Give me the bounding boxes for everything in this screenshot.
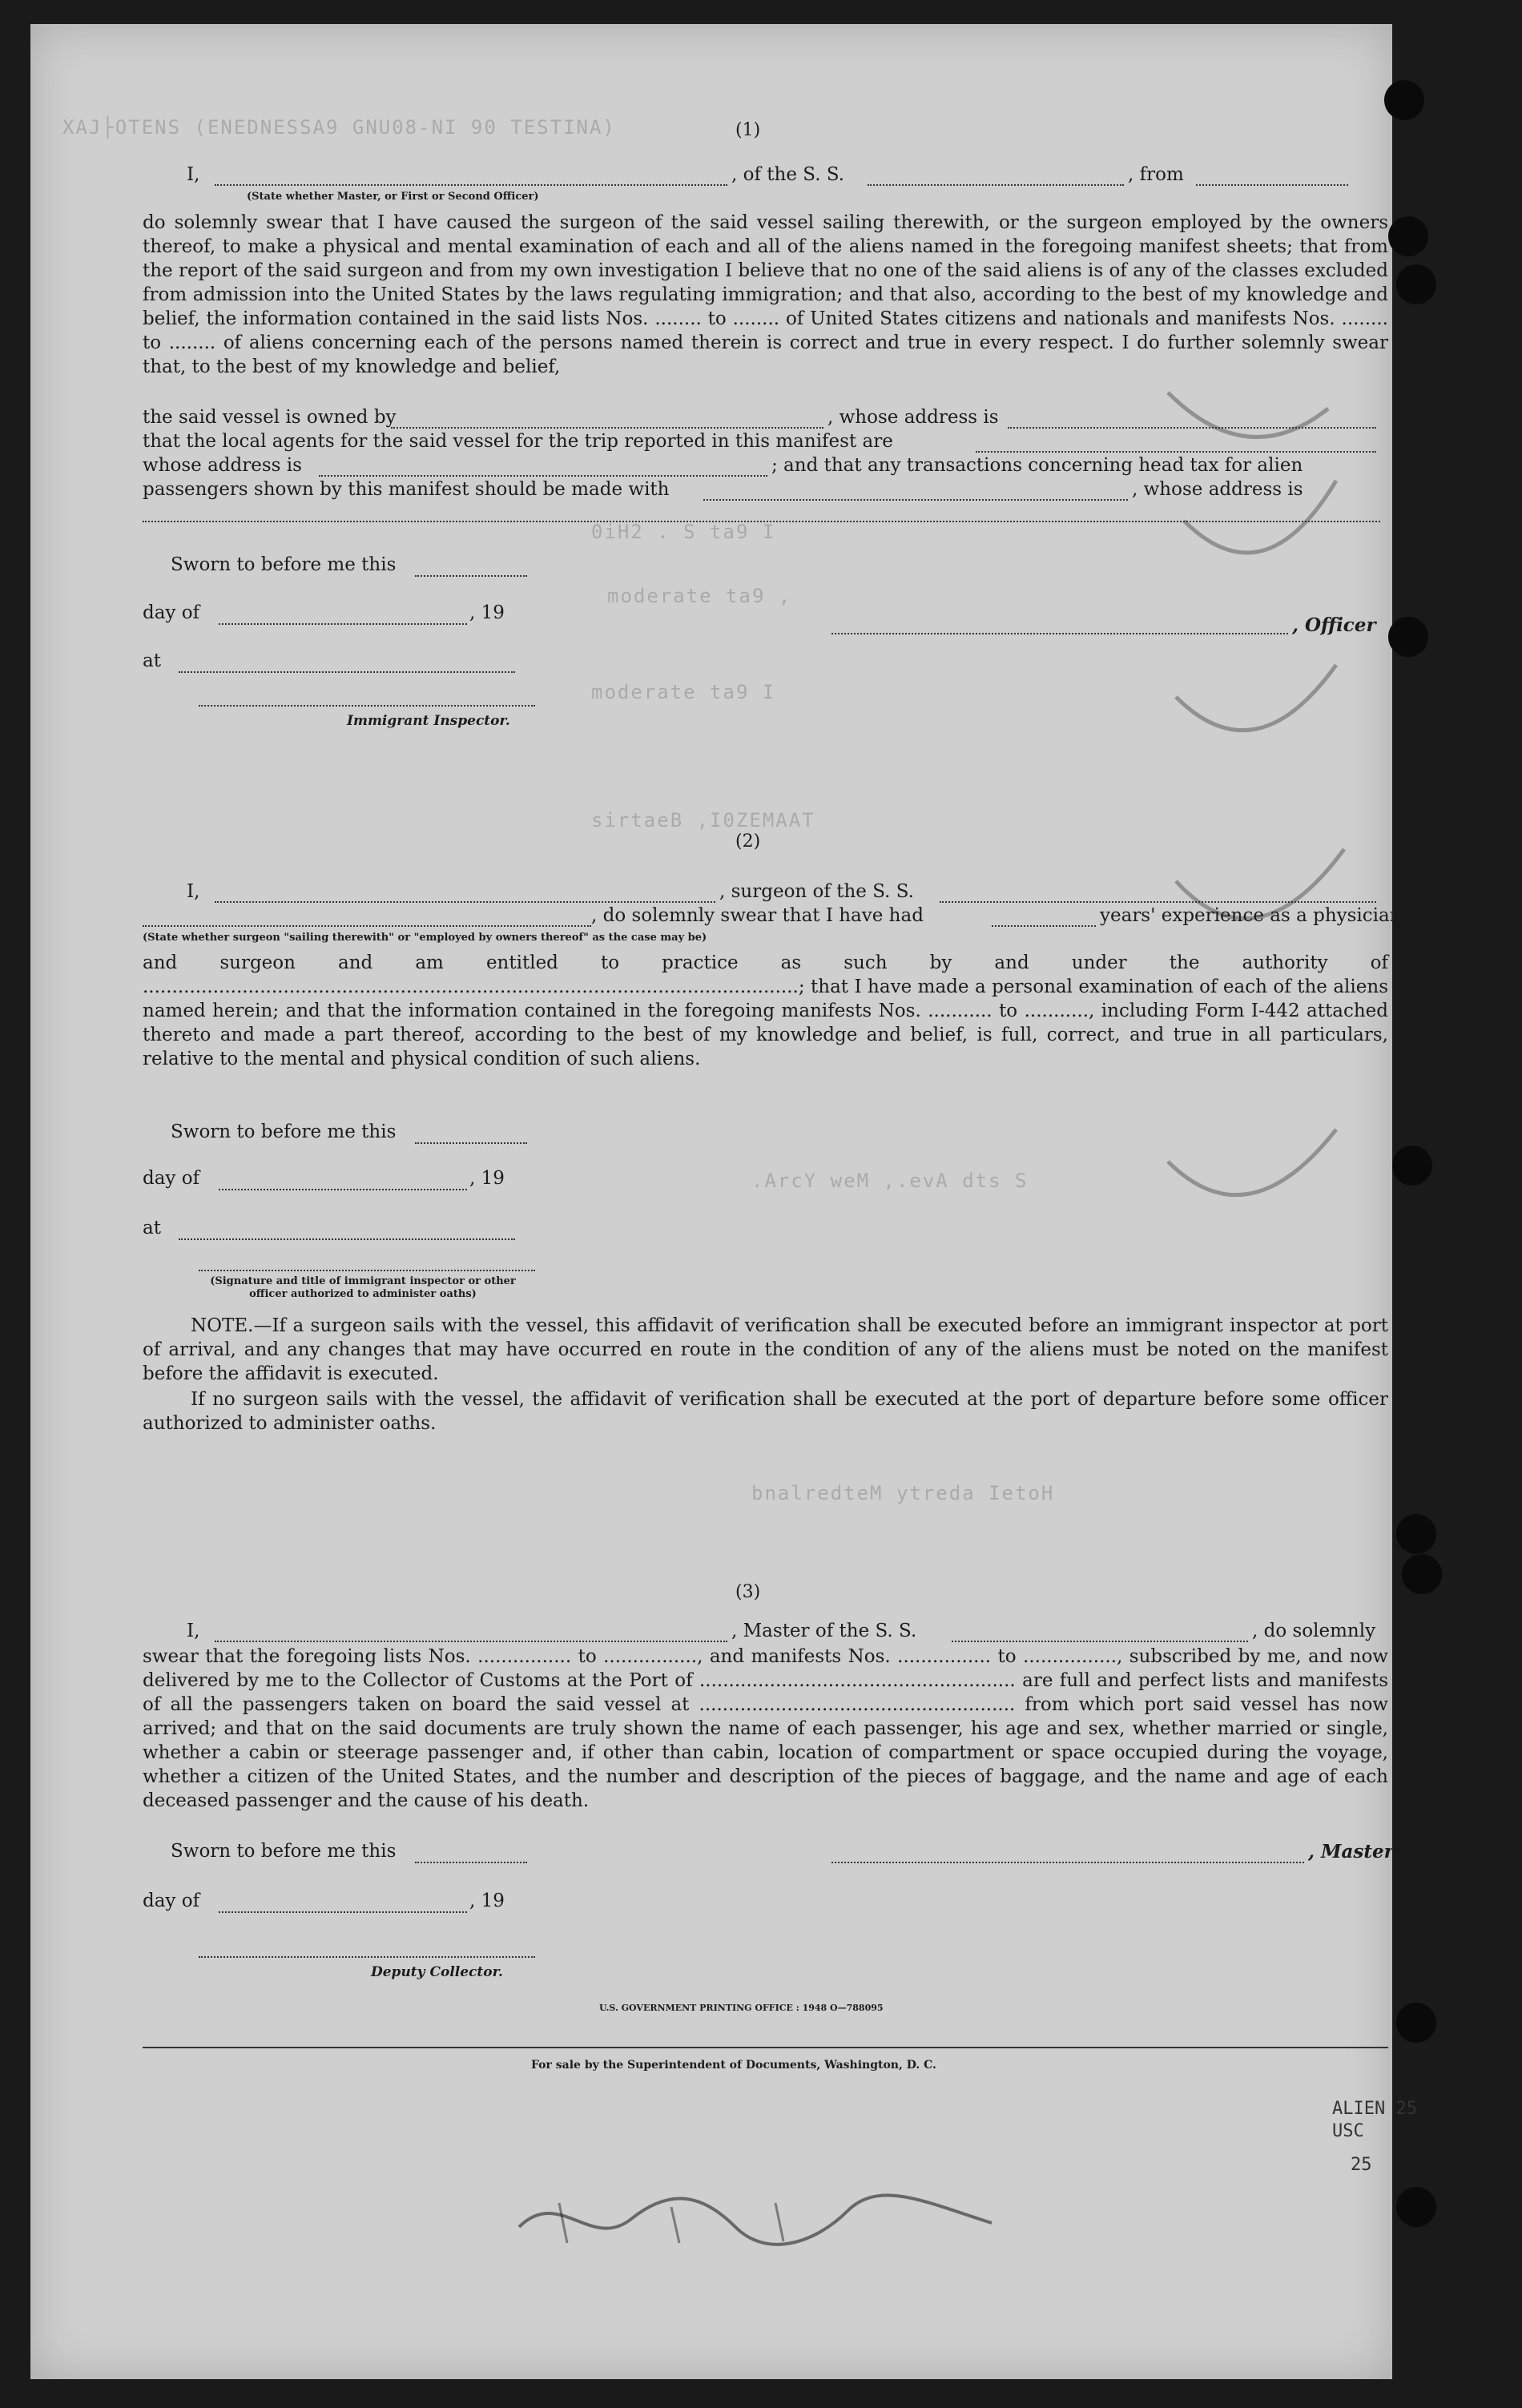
year-label-3: , 19 bbox=[469, 1891, 505, 1911]
bleed-through-text: .ArcY weM ,.evA dts S bbox=[751, 1170, 1029, 1192]
punch-hole bbox=[1396, 2187, 1436, 2227]
head-tax-label: ; and that any transactions concerning head tax for alien bbox=[771, 455, 1303, 476]
punch-hole bbox=[1388, 216, 1428, 256]
day-of-line-3 bbox=[219, 1911, 467, 1913]
inspector-signature-line bbox=[199, 705, 535, 707]
sworn-label-1: Sworn to before me this bbox=[171, 554, 397, 575]
day-of-label-1: day of bbox=[143, 602, 200, 623]
surgeon-of-ss-label: , surgeon of the S. S. bbox=[719, 881, 914, 902]
bleed-through-text: moderate ta9 I bbox=[591, 681, 776, 703]
section-1-number: (1) bbox=[735, 120, 761, 140]
surgeon-capacity-line bbox=[143, 925, 591, 927]
from-port-line bbox=[1196, 184, 1348, 186]
section-1-i-label: I, bbox=[187, 164, 200, 185]
section-3-number: (3) bbox=[735, 1582, 761, 1602]
day-of-label-2: day of bbox=[143, 1168, 200, 1189]
manifest-affidavit-page bbox=[30, 24, 1417, 2379]
year-label-2: , 19 bbox=[469, 1168, 505, 1189]
surgeon-capacity-caption: (State whether surgeon "sailing therewith" or "employed by owners thereof" as the case may be) bbox=[143, 932, 707, 944]
section-3-i-label: I, bbox=[187, 1621, 200, 1641]
punch-hole bbox=[1396, 2003, 1436, 2043]
vessel-name-line bbox=[868, 184, 1124, 186]
at-line-2 bbox=[179, 1238, 515, 1240]
officer-signature-line bbox=[831, 633, 1288, 634]
punch-hole bbox=[1384, 80, 1424, 120]
do-solemnly-label: , do solemnly bbox=[1252, 1621, 1376, 1641]
section-2-i-label: I, bbox=[187, 881, 200, 902]
master-of-ss-label: , Master of the S. S. bbox=[731, 1621, 917, 1641]
bleed-through-text: sirtaeB ,I0ZEMAAT bbox=[591, 809, 815, 832]
owner-line bbox=[391, 427, 823, 429]
note-paragraph-2: If no surgeon sails with the vessel, the affidavit of verification shall be executed at the port of departure before some officer authorized to administer oaths. bbox=[143, 1389, 1388, 1434]
officer-caption: (State whether Master, or First or Second Officer) bbox=[247, 191, 539, 203]
year-label-1: , 19 bbox=[469, 602, 505, 623]
owned-by-label: the said vessel is owned by bbox=[143, 407, 397, 428]
sworn-label-3: Sworn to before me this bbox=[171, 1841, 397, 1862]
note-paragraph bbox=[143, 1314, 1388, 1386]
alien-stamp-line-3: 25 bbox=[1351, 2155, 1372, 2175]
punch-hole bbox=[1392, 1146, 1432, 1186]
handwritten-annotation-scrawl bbox=[511, 2179, 1008, 2259]
master-name-line bbox=[215, 1641, 727, 1642]
punch-hole bbox=[1396, 264, 1436, 304]
of-the-ss-label: , of the S. S. bbox=[731, 164, 845, 185]
punch-hole bbox=[1396, 1514, 1436, 1554]
bleed-through-text: moderate ta9 , bbox=[607, 585, 792, 607]
agent-address-line bbox=[319, 475, 767, 477]
day-of-line-1 bbox=[219, 623, 467, 625]
deputy-collector-caption: Deputy Collector. bbox=[371, 1964, 503, 1980]
alien-stamp-line-1: ALIEN 25 bbox=[1332, 2099, 1417, 2119]
local-agents-line bbox=[976, 451, 1376, 453]
bleed-through-text: XAJ├OTENS (ENEDNESSA9 GNU08-NI 90 TESTINA) bbox=[62, 116, 616, 139]
contact-address-label: , whose address is bbox=[1132, 479, 1303, 500]
master-vessel-line bbox=[952, 1641, 1248, 1642]
section-2-number: (2) bbox=[735, 832, 761, 852]
note-label: NOTE. bbox=[191, 1315, 254, 1336]
agent-address-label: whose address is bbox=[143, 455, 302, 476]
passengers-label: passengers shown by this manifest should be made with bbox=[143, 479, 670, 500]
day-of-label-3: day of bbox=[143, 1891, 200, 1911]
authorized-officer-caption: (Signature and title of immigrant inspector or other officer authorized to administer oaths) bbox=[210, 1275, 516, 1300]
surgeon-vessel-line bbox=[940, 901, 1376, 903]
owner-address-line bbox=[1008, 427, 1376, 429]
day-of-line-2 bbox=[219, 1189, 467, 1190]
section-3-paragraph: swear that the foregoing lists Nos. ................ to ................, and manifests Nos. ................ to ................, subscribed by me, and now delivered by me to the Collector of Customs at the Port of ...................................................... are full and perfect lists and manifests of all the passengers taken on board the said vessel at ...................................................... from which port said vessel has now arrived; and that on the said documents are truly shown the name of each passenger, his age and sex, whether married or single, whether a cabin or steerage passenger and, if other than cabin, location of compartment or space occupied during the voyage, whether a citizen of the United States, and the number and description of the pieces of baggage, and the name and age of each deceased passenger and the cause of his death. bbox=[143, 1646, 1388, 1811]
surgeon-name-line bbox=[215, 901, 715, 903]
sworn-date-line-3 bbox=[415, 1862, 527, 1863]
section-1-paragraph: do solemnly swear that I have caused the surgeon of the said vessel sailing therewith, or the surgeon employed by the owners thereof, to make a physical and mental examination of each and all of the aliens named in the foregoing manifest sheets; that from the report of the said surgeon and from my own investigation I believe that no one of the said aliens is of any of the classes excluded from admission into the United States by the laws regulating immigration; and that also, according to the best of my knowledge and belief, the information contained in the said lists Nos. ........ to ........ of United States citizens and nationals and manifests Nos. ........ to ........ of aliens concerning each of the persons named therein is correct and true in every respect. I do further solemnly swear that, to the best of my knowledge and belief, bbox=[143, 212, 1388, 377]
bleed-through-text: bnalredteM ytreda IetoH bbox=[751, 1482, 1055, 1504]
years-experience-label: years' experience as a physician bbox=[1100, 905, 1402, 926]
immigrant-inspector-caption: Immigrant Inspector. bbox=[347, 713, 510, 729]
for-sale-footer: For sale by the Superintendent of Documents, Washington, D. C. bbox=[531, 2059, 936, 2072]
solemnly-swear-label: , do solemnly swear that I have had bbox=[591, 905, 924, 926]
at-label-1: at bbox=[143, 650, 161, 671]
at-label-2: at bbox=[143, 1218, 161, 1238]
printing-office-footer: U.S. GOVERNMENT PRINTING OFFICE : 1948 O—788095 bbox=[599, 2003, 884, 2013]
sworn-date-line-1 bbox=[415, 575, 527, 577]
officer-name-line bbox=[215, 184, 727, 186]
section-2-paragraph: and surgeon and am entitled to practice as such by and under the authority of ................................................................................................................; that I have made a personal examination of each of the aliens named herein; and that the information contained in the foregoing manifests Nos. ........... to ..........., including Form I-442 attached thereto and made a part thereof, according to the best of my knowledge and belief, is full, correct, and true in all particulars, relative to the mental and physical condition of such aliens. bbox=[143, 952, 1388, 1069]
officer-label: , Officer bbox=[1292, 614, 1376, 636]
years-experience-line bbox=[992, 925, 1096, 927]
local-agents-label: that the local agents for the said vessel for the trip reported in this manifest are bbox=[143, 431, 893, 452]
master-signature-line bbox=[831, 1862, 1304, 1863]
sworn-date-line-2 bbox=[415, 1142, 527, 1144]
collector-signature-line bbox=[199, 1956, 535, 1958]
contact-address-extension bbox=[143, 521, 1380, 522]
at-line-1 bbox=[179, 671, 515, 673]
bleed-through-text: 0iH2 . S ta9 I bbox=[591, 521, 776, 543]
sworn-label-2: Sworn to before me this bbox=[171, 1121, 397, 1142]
punch-hole bbox=[1402, 1554, 1442, 1594]
head-tax-contact-line bbox=[703, 499, 1128, 501]
master-label: , Master bbox=[1308, 1841, 1394, 1862]
alien-stamp-line-2: USC bbox=[1332, 2121, 1364, 2141]
from-label: , from bbox=[1128, 164, 1184, 185]
owner-address-label: , whose address is bbox=[827, 407, 999, 428]
punch-hole bbox=[1388, 617, 1428, 657]
note-text: —If a surgeon sails with the vessel, this affidavit of verification shall be executed before an immigrant inspector at port of arrival, and any changes that may have occurred en route in the condition of any of the aliens must be noted on the manifest before the affidavit is executed. bbox=[143, 1315, 1388, 1384]
handwritten-check-marks bbox=[1152, 360, 1360, 1402]
authorized-officer-line bbox=[199, 1270, 535, 1271]
bottom-rule bbox=[143, 2047, 1388, 2048]
